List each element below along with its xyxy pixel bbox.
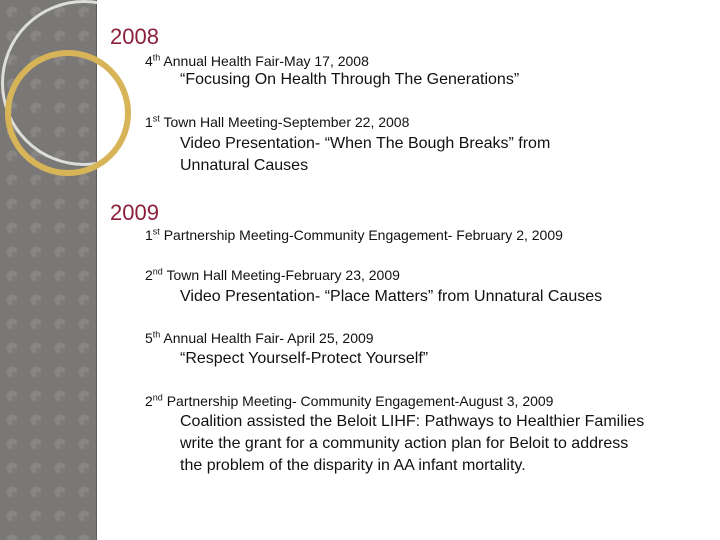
event-annual-health-fair-2009	[145, 330, 374, 346]
event-partnership-meeting-aug-2009	[145, 393, 553, 409]
event-detail: Unnatural Causes	[180, 157, 309, 174]
year-heading-2009: 2009	[110, 200, 159, 225]
event-town-hall-2008	[145, 114, 409, 130]
event-partnership-meeting-feb-2009	[145, 227, 563, 243]
event-detail: Video Presentation- “Place Matters” from Unnatural Causes	[180, 288, 603, 305]
event-detail: the problem of the disparity in AA infant mortality.	[180, 457, 526, 474]
event-title: Town Hall Meeting-February 23, 2009	[162, 267, 400, 283]
ordinal-suffix: nd	[152, 266, 163, 277]
ordinal-suffix: th	[152, 329, 161, 340]
ordinal-number: 2	[145, 393, 153, 409]
event-detail: Coalition assisted the Beloit LIHF: Pathways to Healthier Families	[180, 413, 645, 430]
event-detail: write the grant for a community action plan for Beloit to address	[180, 435, 629, 452]
event-town-hall-2009	[145, 267, 400, 283]
event-detail: Video Presentation- “When The Bough Breaks” from	[180, 135, 551, 152]
ordinal-number: 4	[145, 53, 153, 69]
ordinal-number: 1	[145, 114, 153, 130]
ordinal-number: 2	[145, 267, 153, 283]
event-title: Partnership Meeting-Community Engagement- February 2, 2009	[159, 227, 563, 243]
ordinal-number: 5	[145, 330, 153, 346]
event-annual-health-fair-2008	[145, 53, 369, 69]
event-detail: “Respect Yourself-Protect Yourself”	[180, 350, 429, 367]
year-heading-2008: 2008	[110, 24, 159, 49]
event-title: Town Hall Meeting-September 22, 2008	[159, 114, 410, 130]
ordinal-suffix: st	[152, 113, 160, 124]
ordinal-suffix: th	[152, 52, 161, 63]
ordinal-suffix: st	[152, 226, 160, 237]
ordinal-suffix: nd	[152, 392, 163, 403]
event-title: Partnership Meeting- Community Engagement-August 3, 2009	[162, 393, 554, 409]
event-title: Annual Health Fair- April 25, 2009	[160, 330, 374, 346]
event-title: Annual Health Fair-May 17, 2008	[160, 53, 369, 69]
ordinal-number: 1	[145, 227, 153, 243]
event-detail: “Focusing On Health Through The Generations”	[180, 71, 520, 88]
